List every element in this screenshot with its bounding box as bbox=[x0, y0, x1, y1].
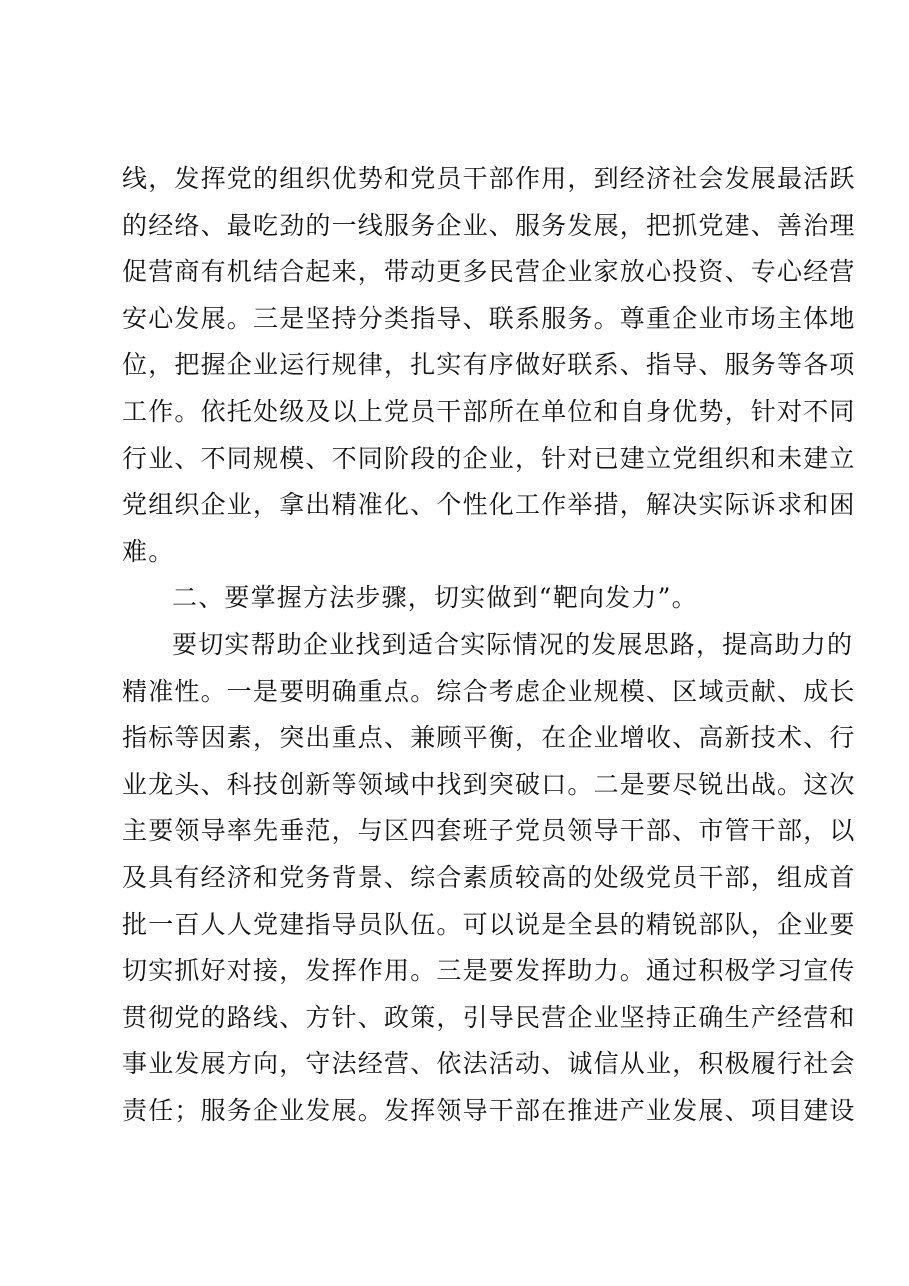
text-line: 贯彻党的路线、方针、政策，引导民营企业坚持正确生产经营和 bbox=[122, 1002, 856, 1032]
text-line: 精准性。一是要明确重点。综合考虑企业规模、区域贡献、成长 bbox=[122, 676, 856, 706]
text-line: 线，发挥党的组织优势和党员干部作用，到经济社会发展最活跃 bbox=[122, 164, 856, 193]
text-line: 工作。依托处级及以上党员干部所在单位和自身优势，针对不同 bbox=[122, 396, 856, 426]
text-line: 责任；服务企业发展。发挥领导干部在推进产业发展、项目建设 bbox=[122, 1095, 856, 1125]
text-line: 安心发展。三是坚持分类指导、联系服务。尊重企业市场主体地 bbox=[122, 303, 856, 333]
text-line: 促营商有机结合起来，带动更多民营企业家放心投资、专心经营 bbox=[122, 257, 856, 287]
text-line: 主要领导率先垂范，与区四套班子党员领导干部、市管干部，以 bbox=[122, 816, 856, 846]
text-line: 业龙头、科技创新等领域中找到突破口。二是要尽锐出战。这次 bbox=[122, 769, 856, 799]
text-line: 的经络、最吃劲的一线服务企业、服务发展，把抓党建、善治理 bbox=[122, 210, 856, 240]
text-line: 及具有经济和党务背景、综合素质较高的处级党员干部，组成首 bbox=[122, 862, 856, 892]
text-line: 批一百人人党建指导员队伍。可以说是全县的精锐部队，企业要 bbox=[122, 909, 856, 939]
text-line: 难。 bbox=[122, 536, 175, 566]
body-text bbox=[122, 156, 856, 1134]
text-line: 位，把握企业运行规律，扎实有序做好联系、指导、服务等各项 bbox=[122, 350, 856, 380]
text-line: 党组织企业，拿出精准化、个性化工作举措，解决实际诉求和困 bbox=[122, 490, 856, 520]
text-line: 事业发展方向，守法经营、依法活动、诚信从业，积极履行社会 bbox=[122, 1049, 856, 1079]
text-line: 指标等因素，突出重点、兼顾平衡，在企业增收、高新技术、行 bbox=[122, 723, 856, 753]
section-heading: 二、要掌握方法步骤，切实做到“靶向发力”。 bbox=[172, 583, 698, 613]
text-line: 切实抓好对接，发挥作用。三是要发挥助力。通过积极学习宣传 bbox=[122, 956, 856, 986]
text-line: 行业、不同规模、不同阶段的企业，针对已建立党组织和未建立 bbox=[122, 443, 856, 473]
text-line: 要切实帮助企业找到适合实际情况的发展思路，提高助力的 bbox=[172, 629, 854, 659]
